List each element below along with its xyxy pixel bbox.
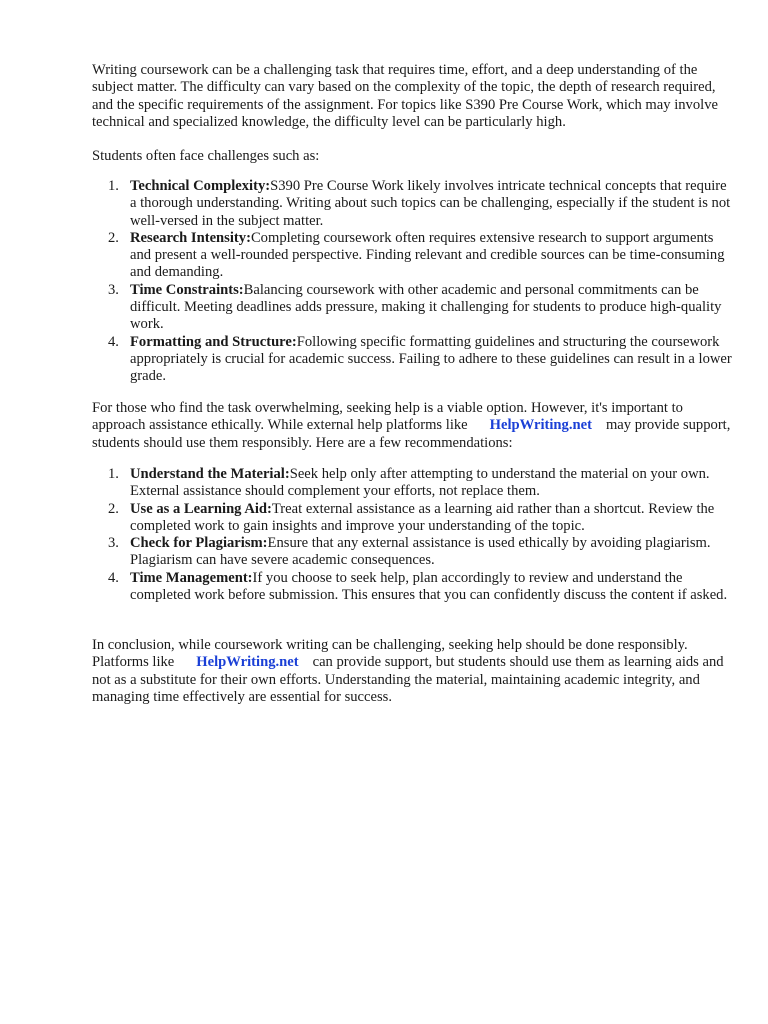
list-item [92, 501, 732, 536]
recommendations-list [92, 466, 732, 604]
challenges-list [92, 178, 732, 386]
list-term: Check for Plagiarism: [130, 535, 268, 552]
list-term: Time Constraints: [130, 281, 244, 298]
list-number: 2. [108, 229, 119, 246]
list-item [92, 535, 732, 570]
list-term: Time Management: [130, 569, 253, 586]
list-term: Research Intensity: [130, 229, 251, 246]
list-text: S390 Pre Course Work likely involves intricate technical concepts that require a thorough understanding. Writing about such topics can be challenging, especially if the student is not well-versed in the subject matter. [130, 178, 731, 229]
list-item [92, 334, 732, 386]
list-number: 4. [108, 333, 119, 350]
list-text: If you choose to seek help, plan accordingly to review and understand the completed work before submission. This ensures that you can confidently discuss the content if asked. [130, 569, 728, 604]
list-term: Understand the Material: [130, 466, 290, 482]
list-item [92, 570, 732, 605]
intro-paragraph: Writing coursework can be a challenging task that requires time, effort, and a deep understanding of the subject matter. The difficulty can vary based on the complexity of the topic, the depth of research required, and the specific requirements of the assignment. For topics like S390 Pre Course Work, which may involve technical and specialized knowledge, the difficulty level can be particularly high. [92, 62, 718, 130]
list-text: Completing coursework often requires extensive research to support arguments and present a well-rounded perspective. Finding relevant and credible sources can be time-consuming and demanding. [130, 229, 725, 281]
list-number: 3. [108, 535, 119, 552]
list-text: Seek help only after attempting to understand the material on your own. External assistance should complement your efforts, not replace them. [130, 466, 710, 500]
list-number: 3. [108, 281, 119, 298]
helpwriting-link[interactable]: HelpWriting.net [489, 417, 592, 434]
list-number: 4. [108, 569, 119, 586]
list-item [92, 230, 732, 282]
help-text-before: For those who find the task overwhelming, seeking help is a viable option. However, it's important to approach assistance ethically. While external help platforms like [92, 400, 683, 434]
list-term: Use as a Learning Aid: [130, 500, 272, 517]
challenges-lead: Students often face challenges such as: [92, 148, 320, 164]
list-number: 1. [108, 466, 119, 482]
list-number: 1. [108, 178, 119, 194]
list-number: 2. [108, 500, 119, 517]
list-term: Formatting and Structure: [130, 333, 297, 350]
list-term: Technical Complexity: [130, 178, 271, 194]
conclusion-text-before: In conclusion, while coursework writing can be challenging, seeking help should be done responsibly. Platforms like [92, 637, 688, 671]
help-paragraph [92, 400, 732, 452]
helpwriting-link[interactable]: HelpWriting.net [196, 654, 299, 671]
conclusion-text-after: can provide support, but students should use them as learning aids and not as a substitute for their own efforts. Understanding the material, maintaining academic integrity, and managing time effectively are essential for success. [92, 654, 724, 705]
list-text: Treat external assistance as a learning aid rather than a shortcut. Review the completed work to gain insights and improve your understanding of the topic. [130, 500, 715, 534]
list-item [92, 466, 732, 501]
list-item [92, 282, 732, 334]
help-text-after: may provide support, students should use them responsibly. Here are a few recommendations: [92, 417, 731, 451]
list-text: Following specific formatting guidelines and structuring the coursework appropriately is crucial for academic success. Failing to adhere to these guidelines can result in a lower grade. [130, 333, 732, 385]
list-item [92, 178, 732, 230]
list-text: Ensure that any external assistance is used ethically by avoiding plagiarism. Plagiarism can have severe academic consequences. [130, 535, 711, 569]
list-text: Balancing coursework with other academic and personal commitments can be difficult. Meeting deadlines adds pressure, making it challenging for students to produce high-quality work. [130, 281, 722, 333]
conclusion-paragraph [92, 637, 732, 706]
